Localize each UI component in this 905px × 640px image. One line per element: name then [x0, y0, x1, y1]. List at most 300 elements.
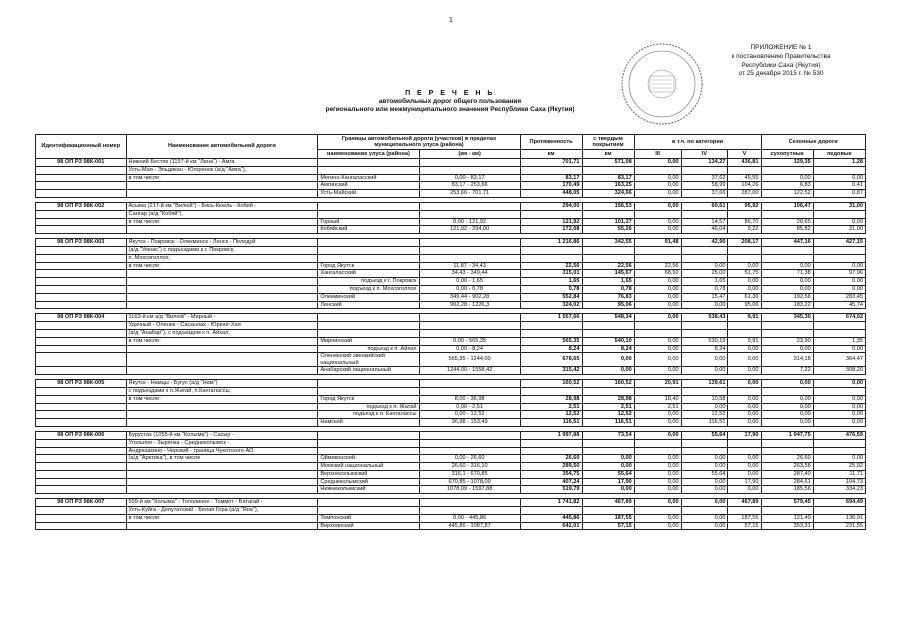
cell-ulus — [318, 431, 419, 439]
cell-km: 26,60 - 316,10 — [419, 463, 520, 471]
cell-name: в том числе: — [126, 395, 318, 403]
cell-id — [36, 470, 127, 478]
cell-id — [36, 455, 127, 463]
cell-name: в том числе: — [126, 514, 318, 522]
cell-name: Удачный - Оленек - Саскылах - Юрюнг-Хая — [126, 322, 318, 330]
table-row — [36, 322, 866, 330]
cell-hard: 467,89 — [582, 499, 634, 507]
cell-ice: 231,55 — [813, 522, 865, 530]
table-row — [36, 278, 866, 286]
cell-name — [126, 301, 318, 309]
cell-c3: 0,00 — [634, 470, 681, 478]
cell-c3 — [634, 507, 681, 515]
cell-c4 — [681, 254, 728, 262]
cell-c3 — [634, 166, 681, 174]
cell-hard: 57,15 — [582, 522, 634, 530]
cell-km — [419, 202, 520, 210]
cell-hard: 342,55 — [582, 239, 634, 247]
cell-name: Усть-Куйга - Депутатский - Белая Гора (а/д "Яна"), — [126, 507, 318, 515]
header-km: км — [582, 150, 634, 159]
cell-c3: 0,00 — [634, 431, 681, 439]
cell-c5: 9,22 — [728, 226, 761, 234]
table-row — [36, 337, 866, 345]
cell-c4: 0,00 — [681, 486, 728, 494]
cell-dry: 284,61 — [761, 478, 813, 486]
appendix-block — [701, 44, 861, 79]
cell-dry: 0,00 — [761, 174, 813, 182]
cell-name: 509-й км "Колыма" - Тополиное - Томмот - Батагай - — [126, 499, 318, 507]
cell-ulus — [318, 210, 419, 218]
cell-len: 294,00 — [520, 202, 582, 210]
cell-hard: 0,00 — [582, 486, 634, 494]
cell-c4: 116,51 — [681, 419, 728, 427]
cell-c5: 0,00 — [728, 463, 761, 471]
header-bounds: Границы автомобильной дороги (участков) в пределах муниципального улуса (района) — [318, 135, 520, 150]
table-row — [36, 514, 866, 522]
cell-name — [126, 278, 318, 286]
cell-km: 83,17 - 253,66 — [419, 182, 520, 190]
cell-name: в том числе: — [126, 262, 318, 270]
cell-c5: 0,00 — [728, 455, 761, 463]
cell-c5: 287,00 — [728, 190, 761, 198]
cell-hard: 116,51 — [582, 419, 634, 427]
cell-km: 445,86 - 1087,87 — [419, 522, 520, 530]
cell-dry: 1 047,75 — [761, 431, 813, 439]
cell-c5: 51,75 — [728, 270, 761, 278]
cell-hard: 8,24 — [582, 345, 634, 353]
cell-ice: 694,49 — [813, 499, 865, 507]
cell-c4: 58,99 — [681, 182, 728, 190]
cell-name: в том числе: — [126, 218, 318, 226]
cell-ice — [813, 329, 865, 337]
cell-c3: 0,00 — [634, 514, 681, 522]
cell-ice: 0,00 — [813, 395, 865, 403]
road-row — [36, 431, 866, 439]
title-line: автомобильных дорог общего пользования — [378, 98, 522, 105]
cell-len: 289,50 — [520, 463, 582, 471]
cell-id — [36, 210, 127, 218]
cell-c4: 139,61 — [681, 380, 728, 388]
cell-id — [36, 329, 127, 337]
cell-c5: 0,00 — [728, 278, 761, 286]
cell-hard: 548,34 — [582, 314, 634, 322]
cell-km — [419, 246, 520, 254]
cell-name — [126, 367, 318, 375]
cell-dry — [761, 210, 813, 218]
table-row — [36, 270, 866, 278]
cell-ulus: подъезд к п. Мохсоголлох — [318, 285, 419, 293]
cell-id — [36, 514, 127, 522]
cell-dry: 314,18 — [761, 353, 813, 367]
cell-ulus: Город Якутск — [318, 395, 419, 403]
cell-hard: 22,56 — [582, 262, 634, 270]
header-ice: ледовые — [813, 150, 865, 159]
cell-id — [36, 218, 127, 226]
cell-dry: 353,31 — [761, 522, 813, 530]
cell-name — [126, 463, 318, 471]
cell-name: Якутск - Покровск - Олекминск - Ленск - Пеледуй — [126, 239, 318, 247]
cell-dry: 121,40 — [761, 514, 813, 522]
cell-c5: 0,00 — [728, 419, 761, 427]
cell-len — [520, 322, 582, 330]
cell-len: 519,79 — [520, 486, 582, 494]
header-seasonal: Сезонные дороги — [761, 135, 866, 150]
cell-ice: 0,87 — [813, 190, 865, 198]
cell-id — [36, 345, 127, 353]
cell-name — [126, 411, 318, 419]
cell-ice: 283,45 — [813, 293, 865, 301]
appendix-line: от 25 декабря 2015 г. № 530 — [738, 70, 824, 78]
cell-hard: 73,54 — [582, 431, 634, 439]
cell-c5 — [728, 166, 761, 174]
roads-table — [35, 134, 866, 530]
cell-ice: 0,00 — [813, 262, 865, 270]
cell-km — [419, 447, 520, 455]
cell-len: 642,01 — [520, 522, 582, 530]
cell-c5 — [728, 329, 761, 337]
cell-ulus: Мирнинский — [318, 337, 419, 345]
cell-len — [520, 254, 582, 262]
cell-ice: 0,00 — [813, 403, 865, 411]
cell-hard: 571,08 — [582, 159, 634, 167]
cell-id — [36, 166, 127, 174]
cell-c5: 61,36 — [728, 293, 761, 301]
cell-c4 — [681, 439, 728, 447]
header-km: км — [520, 150, 582, 159]
cell-hard: 2,51 — [582, 403, 634, 411]
header-cat-3: III — [634, 150, 681, 159]
cell-id — [36, 353, 127, 367]
cell-km — [419, 166, 520, 174]
table-row — [36, 293, 866, 301]
cell-len: 701,71 — [520, 159, 582, 167]
cell-ulus: Верхоянский — [318, 522, 419, 530]
cell-ice: 0,00 — [813, 345, 865, 353]
table-row — [36, 463, 866, 471]
table-row — [36, 439, 866, 447]
cell-c5: 0,00 — [728, 380, 761, 388]
cell-id: 98 ОП РЗ 98К-007 — [36, 499, 127, 507]
cell-dry: 0,00 — [761, 262, 813, 270]
cell-km — [419, 431, 520, 439]
cell-dry: 71,38 — [761, 270, 813, 278]
header-cat-5: V — [728, 150, 761, 159]
cell-hard: 83,17 — [582, 174, 634, 182]
cell-ulus: Томпонский — [318, 514, 419, 522]
cell-ulus — [318, 246, 419, 254]
cell-ulus — [318, 380, 419, 388]
cell-km — [419, 322, 520, 330]
cell-dry: 185,56 — [761, 486, 813, 494]
cell-ulus: Намский — [318, 419, 419, 427]
cell-ulus — [318, 329, 419, 337]
cell-hard — [582, 329, 634, 337]
cell-c3: 0,00 — [634, 455, 681, 463]
cell-dry: 0,00 — [761, 395, 813, 403]
cell-dry — [761, 254, 813, 262]
cell-ulus: Оймяконский — [318, 455, 419, 463]
cell-dry: 0,00 — [761, 411, 813, 419]
cell-km: 0,00 - 26,60 — [419, 455, 520, 463]
cell-dry — [761, 387, 813, 395]
cell-km: 0,00 - 2,51 — [419, 403, 520, 411]
cell-len: 1 557,66 — [520, 314, 582, 322]
cell-c4: 0,78 — [681, 285, 728, 293]
title-line: регионального или межмуниципального значения Республики Саха (Якутия) — [325, 106, 575, 113]
header-dry: сухопутные — [761, 150, 813, 159]
cell-km: 349,44 - 902,28 — [419, 293, 520, 301]
cell-ice: 97,96 — [813, 270, 865, 278]
cell-dry: 6,83 — [761, 182, 813, 190]
cell-ulus — [318, 239, 419, 247]
official-seal — [620, 42, 704, 126]
cell-c3: 0,00 — [634, 301, 681, 309]
cell-c3 — [634, 210, 681, 218]
cell-ice: 0,00 — [813, 380, 865, 388]
cell-ice: 11,71 — [813, 470, 865, 478]
table-row — [36, 262, 866, 270]
cell-km: 316,1 - 670,85 — [419, 470, 520, 478]
cell-ice: 0,00 — [813, 218, 865, 226]
cell-dry: 0,00 — [761, 419, 813, 427]
cell-len: 407,24 — [520, 478, 582, 486]
cell-ulus: Среднеколымский — [318, 478, 419, 486]
cell-len: 22,56 — [520, 262, 582, 270]
cell-c3: 0,00 — [634, 226, 681, 234]
cell-id — [36, 403, 127, 411]
cell-ice: 136,91 — [813, 514, 865, 522]
table-row — [36, 478, 866, 486]
cell-km: 670,85 - 1078,09 — [419, 478, 520, 486]
cell-km — [419, 239, 520, 247]
cell-len: 354,75 — [520, 470, 582, 478]
cell-ice: 25,92 — [813, 463, 865, 471]
cell-km — [419, 499, 520, 507]
cell-name — [126, 190, 318, 198]
cell-len: 0,78 — [520, 285, 582, 293]
cell-c4: 0,00 — [681, 262, 728, 270]
cell-ice: 476,59 — [813, 431, 865, 439]
table-row — [36, 301, 866, 309]
cell-len — [520, 447, 582, 455]
cell-km — [419, 329, 520, 337]
cell-dry — [761, 507, 813, 515]
table-row — [36, 367, 866, 375]
cell-c4 — [681, 447, 728, 455]
cell-name: Якутск - Намцы - Бугус (а/д "Нам") — [126, 380, 318, 388]
cell-c4: 8,24 — [681, 345, 728, 353]
cell-dry: 183,22 — [761, 301, 813, 309]
cell-dry: 85,82 — [761, 226, 813, 234]
cell-hard: 187,55 — [582, 514, 634, 522]
cell-name — [126, 478, 318, 486]
cell-c3 — [634, 329, 681, 337]
appendix-line: Республики Саха (Якутия) — [741, 61, 821, 69]
cell-len: 26,60 — [520, 455, 582, 463]
cell-id — [36, 507, 127, 515]
cell-km: 253,66 - 701,71 — [419, 190, 520, 198]
cell-km: 0,00 - 0,78 — [419, 285, 520, 293]
cell-ice: 334,23 — [813, 486, 865, 494]
cell-ice: 1,28 — [813, 159, 865, 167]
cell-ulus: Амгинский — [318, 182, 419, 190]
cell-c4: 530,19 — [681, 337, 728, 345]
cell-name: п. Мохсоголлох, — [126, 254, 318, 262]
cell-c5 — [728, 507, 761, 515]
cell-dry — [761, 322, 813, 330]
table-row — [36, 470, 866, 478]
header-ulus: наименование улуса (района) — [318, 150, 419, 159]
cell-hard: 0,00 — [582, 455, 634, 463]
header-length: Протяженность — [520, 135, 582, 150]
cell-c5: 95,06 — [728, 301, 761, 309]
cell-hard — [582, 387, 634, 395]
cell-len: 445,86 — [520, 514, 582, 522]
cell-id — [36, 246, 127, 254]
cell-name: (а/д "Анабар"), с подъездом к п. Айхал, — [126, 329, 318, 337]
cell-c4: 0,00 — [681, 353, 728, 367]
cell-id: 98 ОП РЗ 98К-001 — [36, 159, 127, 167]
cell-ulus — [318, 166, 419, 174]
cell-len — [520, 210, 582, 218]
cell-id: 98 ОП РЗ 98К-004 — [36, 314, 127, 322]
cell-c5: 0,00 — [728, 486, 761, 494]
cell-dry: 129,35 — [761, 159, 813, 167]
table-row — [36, 411, 866, 419]
cell-name: Асыма (217-й км "Вилюй") - Бясь-Кюель - Кобяй - — [126, 202, 318, 210]
cell-km — [419, 254, 520, 262]
cell-id — [36, 285, 127, 293]
header-cat-4: IV — [681, 150, 728, 159]
cell-hard: 12,52 — [582, 411, 634, 419]
cell-hard: 17,90 — [582, 478, 634, 486]
cell-ice: 0,41 — [813, 182, 865, 190]
table-row — [36, 507, 866, 515]
cell-c4 — [681, 387, 728, 395]
cell-c3: 0,00 — [634, 293, 681, 301]
cell-dry — [761, 439, 813, 447]
cell-km: 0,00 - 1,65 — [419, 278, 520, 286]
table-row — [36, 522, 866, 530]
table-row — [36, 190, 866, 198]
cell-km — [419, 210, 520, 218]
cell-c5: 0,00 — [728, 345, 761, 353]
cell-name — [126, 353, 318, 367]
cell-dry: 287,40 — [761, 470, 813, 478]
cell-hard: 0,00 — [582, 353, 634, 367]
cell-c4: 37,66 — [681, 190, 728, 198]
cell-id — [36, 278, 127, 286]
cell-id: 98 ОП РЗ 98К-006 — [36, 431, 127, 439]
cell-c5: 0,00 — [728, 470, 761, 478]
cell-ulus: Верхнеколымский — [318, 470, 419, 478]
cell-name — [126, 403, 318, 411]
cell-c4: 14,57 — [681, 218, 728, 226]
cell-hard — [582, 246, 634, 254]
cell-id — [36, 270, 127, 278]
cell-ulus — [318, 447, 419, 455]
cell-ice — [813, 210, 865, 218]
cell-c4: 10,58 — [681, 395, 728, 403]
cell-dry: 192,56 — [761, 293, 813, 301]
cell-c4: 0,00 — [681, 463, 728, 471]
cell-km — [419, 387, 520, 395]
cell-c3: 0,00 — [634, 337, 681, 345]
table-row — [36, 419, 866, 427]
cell-name: в том числе: — [126, 337, 318, 345]
cell-c4 — [681, 329, 728, 337]
cell-dry: 23,90 — [761, 337, 813, 345]
cell-km: 121,92 - 294,00 — [419, 226, 520, 234]
cell-km: 0,00 - 565,35 — [419, 337, 520, 345]
cell-id — [36, 262, 127, 270]
cell-c3 — [634, 447, 681, 455]
cell-len: 2,51 — [520, 403, 582, 411]
cell-hard: 95,06 — [582, 301, 634, 309]
cell-c4: 46,04 — [681, 226, 728, 234]
cell-km: 1078,09 - 1597,88 — [419, 486, 520, 494]
cell-dry: 26,60 — [761, 455, 813, 463]
cell-km: 8,00 - 36,98 — [419, 395, 520, 403]
cell-c4: 60,61 — [681, 202, 728, 210]
table-row — [36, 395, 866, 403]
cell-c4: 0,00 — [681, 478, 728, 486]
cell-ice: 45,74 — [813, 301, 865, 309]
cell-dry: 0,00 — [761, 285, 813, 293]
cell-ulus — [318, 314, 419, 322]
cell-name — [126, 270, 318, 278]
cell-c5: 0,00 — [728, 285, 761, 293]
table-row — [36, 329, 866, 337]
cell-hard: 156,53 — [582, 202, 634, 210]
cell-c4: 0,00 — [681, 514, 728, 522]
cell-c5 — [728, 254, 761, 262]
cell-ulus: Нижнеколымский — [318, 486, 419, 494]
cell-km — [419, 314, 520, 322]
cell-km — [419, 439, 520, 447]
table-row — [36, 226, 866, 234]
cell-c5: 17,90 — [728, 478, 761, 486]
cell-c3: 0,00 — [634, 478, 681, 486]
cell-km: 0,00 - 8,24 — [419, 345, 520, 353]
cell-ulus: подъезд к п. Айхал — [318, 345, 419, 353]
cell-dry: 0,00 — [761, 380, 813, 388]
cell-len — [520, 439, 582, 447]
road-row — [36, 314, 866, 322]
cell-len: 160,52 — [520, 380, 582, 388]
cell-name — [126, 419, 318, 427]
cell-km: 36,98 - 153,49 — [419, 419, 520, 427]
cell-dry: 122,52 — [761, 190, 813, 198]
cell-ice — [813, 507, 865, 515]
cell-len: 565,35 — [520, 337, 582, 345]
cell-c4: 0,00 — [681, 522, 728, 530]
cell-c4: 0,00 — [681, 367, 728, 375]
cell-dry — [761, 329, 813, 337]
cell-ulus: Хангаласский — [318, 270, 419, 278]
header-name: Наименование автомобильной дороги — [126, 135, 318, 159]
cell-c4: 538,43 — [681, 314, 728, 322]
cell-name — [126, 345, 318, 353]
cell-c5 — [728, 210, 761, 218]
cell-c3: 0,00 — [634, 278, 681, 286]
cell-c5: 208,17 — [728, 239, 761, 247]
cell-c3: 22,56 — [634, 262, 681, 270]
cell-ice: 31,00 — [813, 202, 865, 210]
cell-len: 8,24 — [520, 345, 582, 353]
table-row — [36, 455, 866, 463]
cell-ice — [813, 322, 865, 330]
